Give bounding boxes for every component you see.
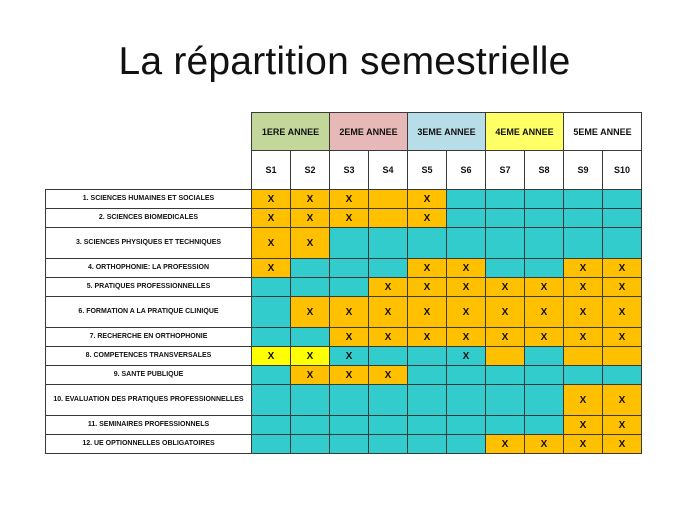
schedule-cell (525, 416, 564, 435)
schedule-cell (369, 209, 408, 228)
year-header: 1ERE ANNEE (252, 113, 330, 151)
schedule-cell (369, 228, 408, 259)
schedule-cell: X (291, 297, 330, 328)
schedule-cell (330, 435, 369, 454)
schedule-cell (291, 416, 330, 435)
course-row (46, 366, 642, 385)
course-row (46, 190, 642, 209)
schedule-cell: X (486, 435, 525, 454)
semester-header: S7 (486, 151, 525, 190)
schedule-cell: X (564, 278, 603, 297)
course-row (46, 209, 642, 228)
schedule-cell (447, 209, 486, 228)
schedule-cell: X (369, 297, 408, 328)
schedule-cell: X (408, 297, 447, 328)
schedule-cell (525, 259, 564, 278)
schedule-cell (291, 435, 330, 454)
course-row (46, 228, 642, 259)
schedule-cell (486, 366, 525, 385)
course-label: 3. SCIENCES PHYSIQUES ET TECHNIQUES (46, 228, 252, 259)
schedule-cell (291, 385, 330, 416)
semester-header: S1 (252, 151, 291, 190)
course-row (46, 347, 642, 366)
course-row (46, 297, 642, 328)
schedule-cell (408, 347, 447, 366)
year-header-row (46, 113, 642, 151)
schedule-cell (564, 347, 603, 366)
schedule-cell (369, 347, 408, 366)
schedule-cell: X (369, 278, 408, 297)
course-row (46, 259, 642, 278)
schedule-cell (291, 328, 330, 347)
semester-header: S10 (603, 151, 642, 190)
schedule-cell (525, 228, 564, 259)
schedule-cell (447, 366, 486, 385)
schedule-cell (252, 435, 291, 454)
schedule-cell (252, 416, 291, 435)
schedule-cell (252, 297, 291, 328)
corner-cell (46, 151, 252, 190)
schedule-cell (447, 435, 486, 454)
course-label: 2. SCIENCES BIOMEDICALES (46, 209, 252, 228)
course-label: 4. ORTHOPHONIE: LA PROFESSION (46, 259, 252, 278)
schedule-cell (330, 228, 369, 259)
schedule-cell (486, 416, 525, 435)
schedule-cell (525, 190, 564, 209)
schedule-cell (525, 385, 564, 416)
schedule-cell (408, 416, 447, 435)
schedule-cell: X (447, 259, 486, 278)
schedule-cell (486, 190, 525, 209)
schedule-cell (447, 416, 486, 435)
schedule-cell: X (330, 328, 369, 347)
schedule-cell: X (564, 259, 603, 278)
schedule-cell: X (603, 416, 642, 435)
schedule-cell (486, 385, 525, 416)
course-label: 7. RECHERCHE EN ORTHOPHONIE (46, 328, 252, 347)
schedule-cell: X (447, 328, 486, 347)
slide-title: La répartition semestrielle (118, 40, 571, 83)
semester-header: S2 (291, 151, 330, 190)
schedule-cell: X (369, 366, 408, 385)
schedule-cell: X (330, 347, 369, 366)
schedule-cell (603, 347, 642, 366)
semester-header-row (46, 151, 642, 190)
schedule-cell: X (564, 297, 603, 328)
schedule-cell (564, 366, 603, 385)
schedule-cell (564, 228, 603, 259)
course-row (46, 385, 642, 416)
schedule-cell (447, 228, 486, 259)
schedule-cell (486, 209, 525, 228)
course-label: 12. UE OPTIONNELLES OBLIGATOIRES (46, 435, 252, 454)
schedule-cell: X (564, 416, 603, 435)
year-header: 4EME ANNEE (486, 113, 564, 151)
course-label: 11. SEMINAIRES PROFESSIONNELS (46, 416, 252, 435)
schedule-cell: X (486, 297, 525, 328)
schedule-cell (408, 366, 447, 385)
schedule-cell: X (291, 228, 330, 259)
schedule-cell: X (486, 328, 525, 347)
schedule-cell (330, 259, 369, 278)
schedule-cell: X (603, 278, 642, 297)
schedule-cell (369, 416, 408, 435)
schedule-cell (252, 366, 291, 385)
schedule-cell: X (525, 435, 564, 454)
schedule-cell (486, 259, 525, 278)
semester-header: S9 (564, 151, 603, 190)
schedule-cell (603, 209, 642, 228)
course-label: 1. SCIENCES HUMAINES ET SOCIALES (46, 190, 252, 209)
course-row (46, 435, 642, 454)
schedule-cell (408, 385, 447, 416)
course-row (46, 328, 642, 347)
schedule-cell: X (369, 328, 408, 347)
schedule-cell (564, 190, 603, 209)
year-header: 5EME ANNEE (564, 113, 642, 151)
schedule-cell (369, 385, 408, 416)
schedule-cell (408, 228, 447, 259)
semester-header: S6 (447, 151, 486, 190)
schedule-cell: X (291, 366, 330, 385)
schedule-cell (447, 385, 486, 416)
semester-header: S4 (369, 151, 408, 190)
course-label: 5. PRATIQUES PROFESSIONNELLES (46, 278, 252, 297)
schedule-cell: X (330, 209, 369, 228)
schedule-cell (408, 435, 447, 454)
schedule-cell: X (447, 297, 486, 328)
schedule-cell: X (564, 385, 603, 416)
course-label: 8. COMPETENCES TRANSVERSALES (46, 347, 252, 366)
schedule-cell: X (603, 259, 642, 278)
schedule-cell: X (330, 190, 369, 209)
schedule-cell (603, 366, 642, 385)
course-label: 6. FORMATION A LA PRATIQUE CLINIQUE (46, 297, 252, 328)
schedule-cell: X (330, 366, 369, 385)
schedule-cell: X (252, 190, 291, 209)
schedule-cell (525, 366, 564, 385)
schedule-cell: X (252, 347, 291, 366)
schedule-cell: X (603, 385, 642, 416)
schedule-cell: X (330, 297, 369, 328)
year-header: 2EME ANNEE (330, 113, 408, 151)
schedule-cell (252, 278, 291, 297)
schedule-cell: X (603, 435, 642, 454)
schedule-cell: X (252, 259, 291, 278)
schedule-cell (330, 385, 369, 416)
schedule-cell: X (603, 297, 642, 328)
semester-grid (45, 112, 642, 454)
schedule-cell (525, 347, 564, 366)
schedule-cell (603, 228, 642, 259)
schedule-cell: X (291, 347, 330, 366)
schedule-cell (291, 259, 330, 278)
schedule-cell: X (486, 278, 525, 297)
schedule-cell (369, 190, 408, 209)
schedule-cell: X (447, 278, 486, 297)
semester-header: S8 (525, 151, 564, 190)
semester-header: S5 (408, 151, 447, 190)
schedule-cell (486, 347, 525, 366)
schedule-cell: X (291, 190, 330, 209)
schedule-cell: X (564, 328, 603, 347)
schedule-cell: X (408, 328, 447, 347)
schedule-cell (330, 278, 369, 297)
course-row (46, 278, 642, 297)
schedule-cell: X (252, 228, 291, 259)
year-header: 3EME ANNEE (408, 113, 486, 151)
schedule-cell (291, 278, 330, 297)
schedule-cell (447, 190, 486, 209)
schedule-cell: X (408, 209, 447, 228)
schedule-cell (252, 385, 291, 416)
corner-cell (46, 113, 252, 151)
schedule-cell: X (408, 278, 447, 297)
schedule-cell (330, 416, 369, 435)
schedule-cell: X (525, 297, 564, 328)
schedule-cell (486, 228, 525, 259)
schedule-cell: X (408, 259, 447, 278)
schedule-cell (564, 209, 603, 228)
schedule-cell (603, 190, 642, 209)
schedule-cell: X (447, 347, 486, 366)
schedule-cell: X (525, 278, 564, 297)
schedule-cell (525, 209, 564, 228)
course-label: 10. EVALUATION DES PRATIQUES PROFESSIONNELLES (46, 385, 252, 416)
schedule-cell: X (291, 209, 330, 228)
course-label: 9. SANTE PUBLIQUE (46, 366, 252, 385)
schedule-cell (369, 435, 408, 454)
schedule-cell: X (408, 190, 447, 209)
semester-header: S3 (330, 151, 369, 190)
schedule-cell: X (564, 435, 603, 454)
schedule-cell (369, 259, 408, 278)
schedule-cell: X (252, 209, 291, 228)
course-row (46, 416, 642, 435)
schedule-cell: X (525, 328, 564, 347)
schedule-cell: X (603, 328, 642, 347)
schedule-cell (252, 328, 291, 347)
